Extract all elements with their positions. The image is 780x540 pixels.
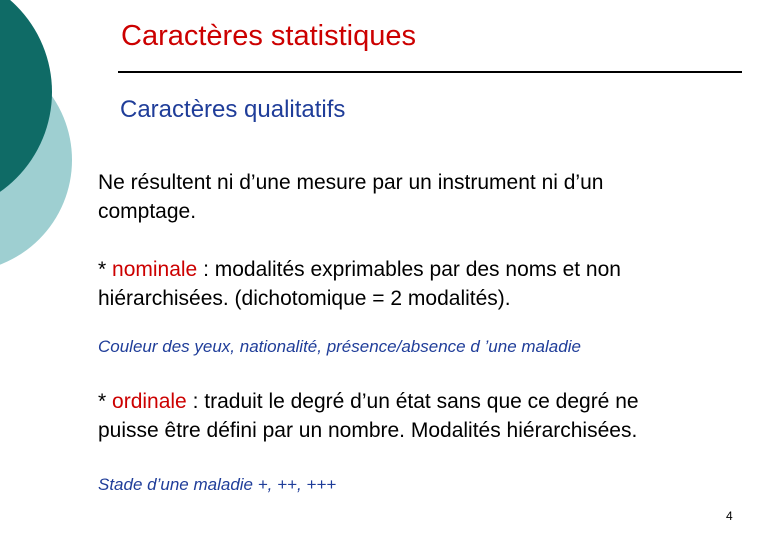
nominal-term: nominale — [112, 258, 198, 281]
ordinal-description: : traduit le degré d’un état sans que ce degré ne — [186, 390, 639, 413]
decorative-circles — [0, 0, 120, 270]
ordinal-line-1 — [98, 387, 639, 416]
title-divider — [118, 71, 742, 73]
nominal-line-2: hiérarchisées. (dichotomique = 2 modalités). — [98, 287, 511, 310]
slide-title: Caractères statistiques — [121, 20, 416, 52]
definition-paragraph — [98, 168, 603, 226]
page-number: 4 — [726, 509, 733, 523]
definition-line-2: comptage. — [98, 200, 197, 223]
ordinal-term: ordinale — [112, 390, 187, 413]
nominal-bullet: * — [98, 258, 113, 281]
nominal-paragraph — [98, 255, 621, 313]
ordinal-line-2: puisse être défini par un nombre. Modalités hiérarchisées. — [98, 419, 638, 442]
ordinal-bullet: * — [98, 390, 113, 413]
nominal-example: Couleur des yeux, nationalité, présence/absence d ’une maladie — [98, 337, 581, 356]
ordinal-paragraph — [98, 387, 639, 445]
nominal-description: : modalités exprimables par des noms et non — [197, 258, 621, 281]
definition-line-1: Ne résultent ni d’une mesure par un instrument ni d’un — [98, 171, 604, 194]
ordinal-example: Stade d’une maladie +, ++, +++ — [98, 475, 337, 494]
slide-subtitle: Caractères qualitatifs — [120, 96, 346, 123]
nominal-line-1 — [98, 255, 621, 284]
